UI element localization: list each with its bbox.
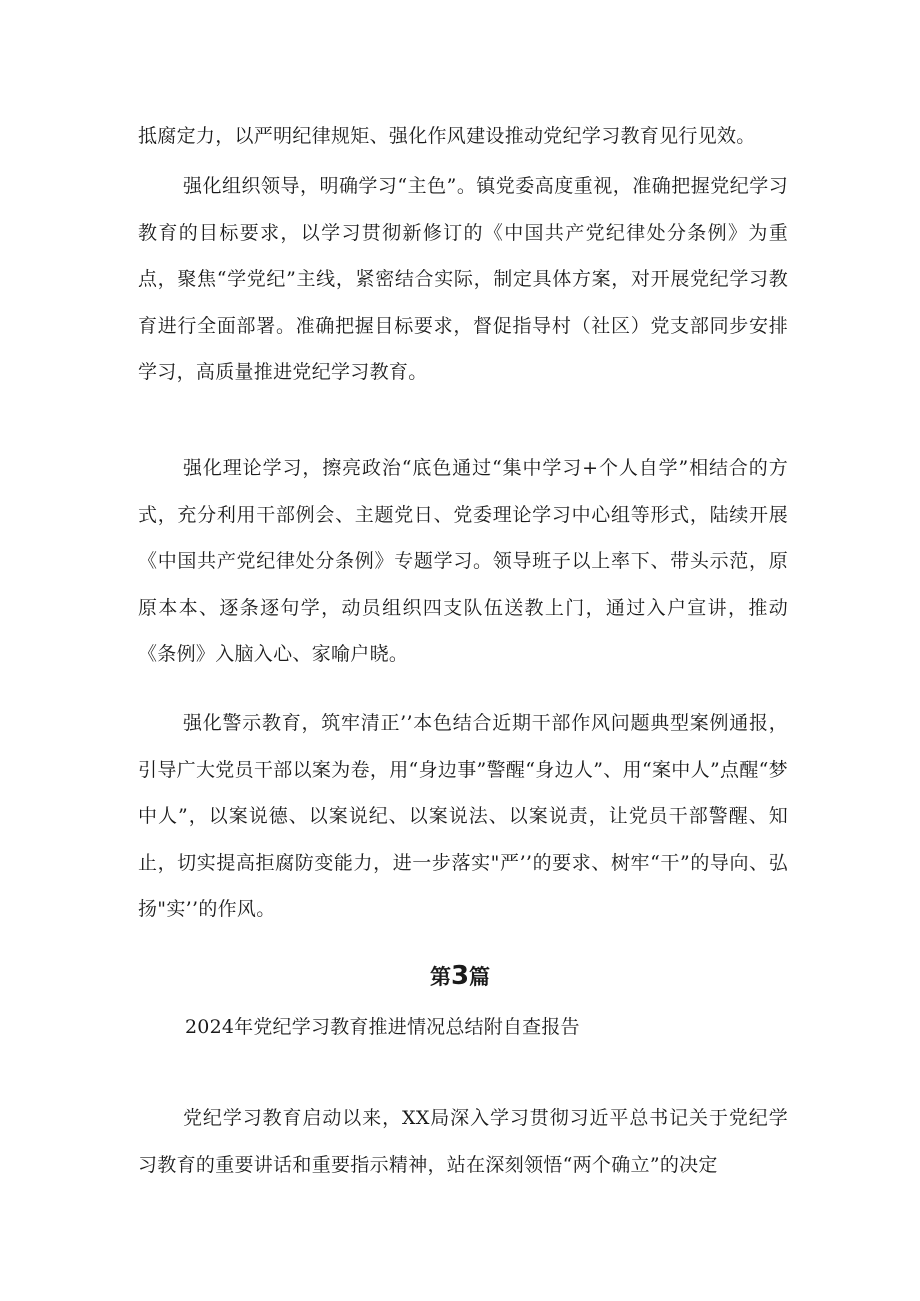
section-subtitle: 2024年党纪学习教育推进情况总结附自查报告: [185, 1016, 580, 1038]
paragraph-warning-education: 强化警示教育，筑牢清正’’本色结合近期干部作风问题典型案例通报，引导广大党员干部以案为卷，用“身边事”警醒“身边人”、用“案中人”点醒“梦中人”，以案说德、以案说纪、以案说法、以案说责，让党员干部警醒、知止，切实提高拒腐防变能力，进一步落实"严’’的要求、树牢“干”的导向、弘扬"实’’的作风。: [138, 712, 788, 920]
paragraph-section-intro: 党纪学习教育启动以来，XX局深入学习贯彻习近平总书记关于党纪学习教育的重要讲话和重要指示精神，站在深刻领悟“两个确立”的决定: [138, 1107, 788, 1176]
section-heading-suffix: 篇: [469, 965, 491, 989]
paragraph-continuation: 抵腐定力，以严明纪律规矩、强化作风建设推动党纪学习教育见行见效。: [138, 125, 756, 147]
section-heading: [0, 958, 920, 995]
section-heading-number: 3: [450, 961, 470, 991]
section-heading-prefix: 第: [429, 965, 451, 989]
paragraph-organization-leadership: 强化组织领导，明确学习“主色”。镇党委高度重视，准确把握党纪学习教育的目标要求，以学习贯彻新修订的《中国共产党纪律处分条例》为重点，聚焦“学党纪”主线，紧密结合实际，制定具体方案，对开展党纪学习教育进行全面部署。准确把握目标要求，督促指导村（社区）党支部同步安排学习，高质量推进党纪学习教育。: [138, 175, 788, 383]
paragraph-theory-study: 强化理论学习，擦亮政治“底色通过“集中学习+个人自学”相结合的方式，充分利用干部例会、主题党日、党委理论学习中心组等形式，陆续开展《中国共产党纪律处分条例》专题学习。领导班子以上率下、带头示范，原原本本、逐条逐句学，动员组织四支队伍送教上门，通过入户宣讲，推动《条例》入脑入心、家喻户晓。: [138, 457, 788, 665]
